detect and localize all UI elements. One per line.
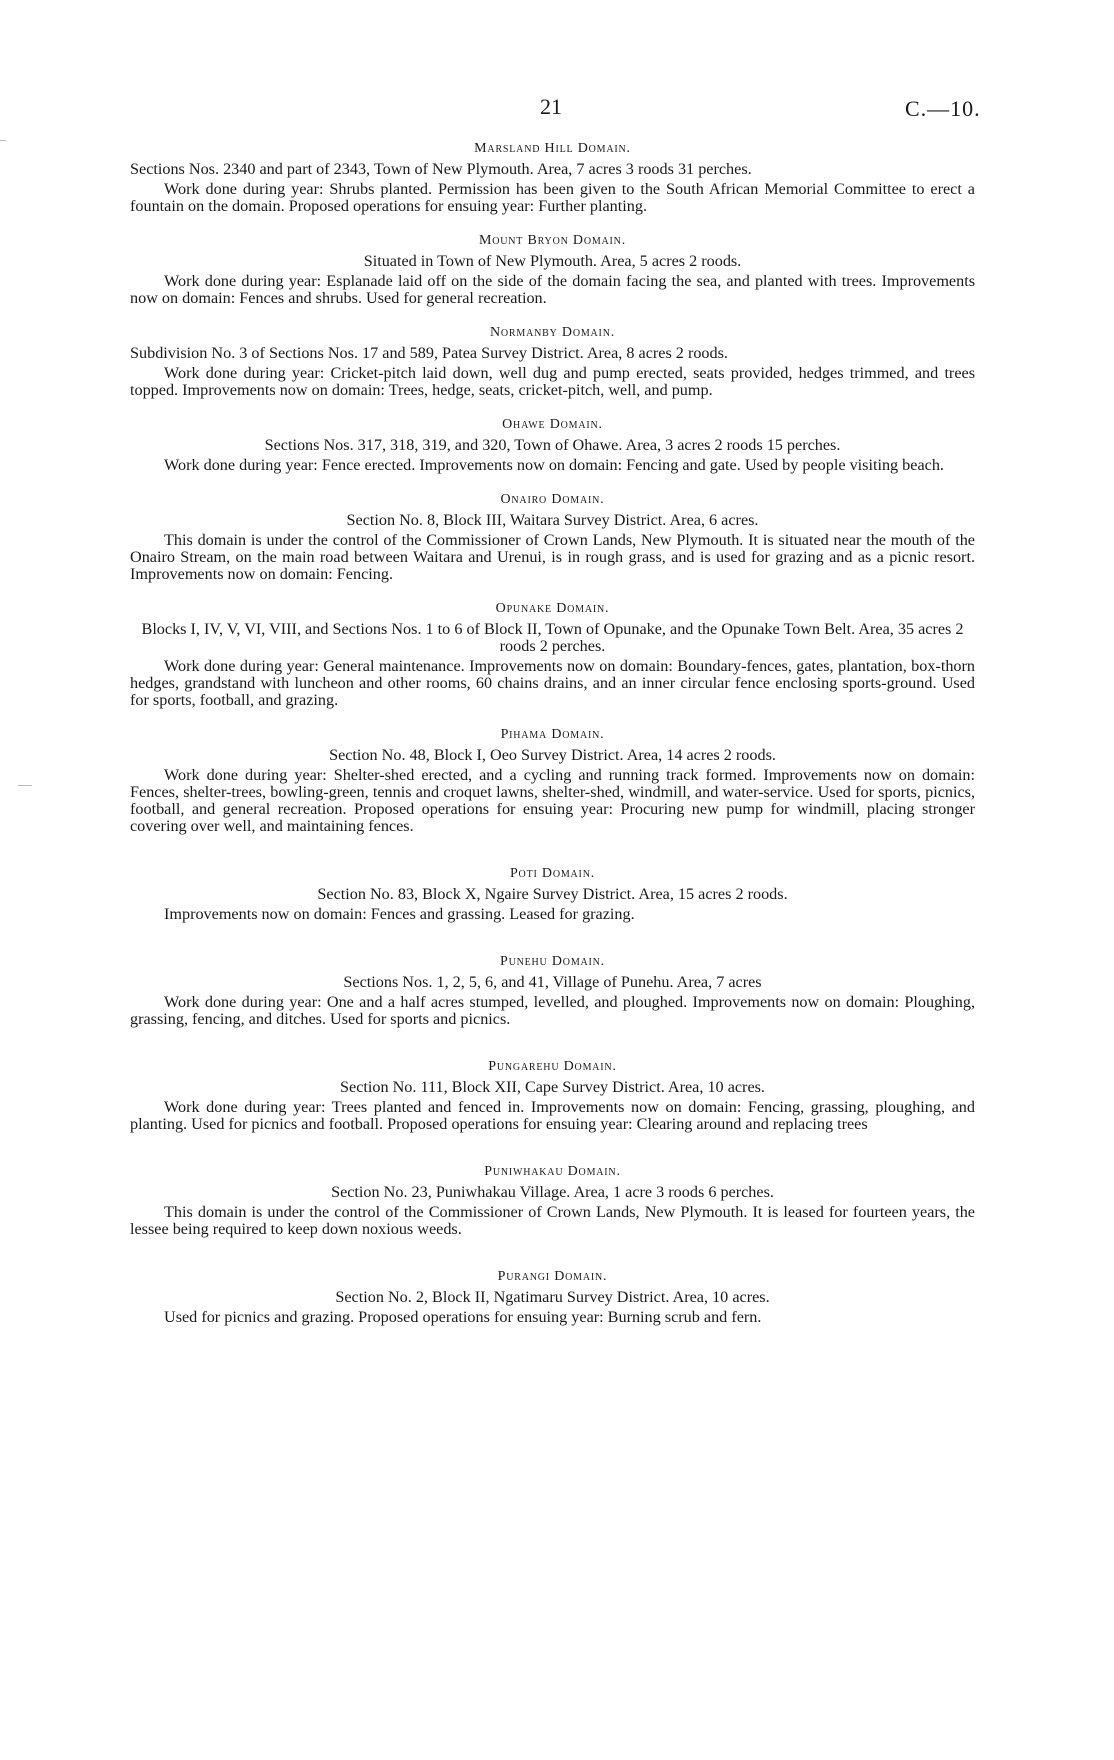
domain-description: Situated in Town of New Plymouth. Area, 5 acres 2 roods. <box>363 252 742 270</box>
domain-title: Marsland Hill Domain. <box>474 141 631 156</box>
domain-description: Subdivision No. 3 of Sections Nos. 17 and 589, Patea Survey District. Area, 8 acres 2 roods. <box>130 344 728 362</box>
page-number: 21 <box>540 94 562 119</box>
domain-body: Used for picnics and grazing. Proposed operations for ensuing year: Burning scrub and fern. <box>164 1308 762 1326</box>
domain-body: Improvements now on domain: Fences and grassing. Leased for grazing. <box>164 905 635 923</box>
domain-section <box>130 726 975 835</box>
domain-description: Sections Nos. 2340 and part of 2343, Town of New Plymouth. Area, 7 acres 3 roods 31 perches. <box>130 160 752 178</box>
domain-body: This domain is under the control of the Commissioner of Crown Lands, New Plymouth. It is leased for fourteen years, the lessee being required to keep down noxious weeds. <box>130 1203 975 1238</box>
scan-edge-mark <box>18 785 32 786</box>
domain-body: Work done during year: One and a half acres stumped, levelled, and ploughed. Improvements now on domain: Ploughing, grassing, fencing, and ditches. Used for sports and picnics. <box>130 993 975 1028</box>
domain-section <box>130 232 975 307</box>
domain-title: Puniwhakau Domain. <box>484 1164 621 1179</box>
domain-body: This domain is under the control of the Commissioner of Crown Lands, New Plymouth. It is situated near the mouth of the Onairo Stream, on the main road between Waitara and Urenui, is in rough grass, and is used for grazing and as a picnic resort. Improvements now on domain: Fencing. <box>130 531 975 583</box>
domain-section <box>130 416 975 474</box>
domain-description: Section No. 23, Puniwhakau Village. Area, 1 acre 3 roods 6 perches. <box>331 1183 774 1201</box>
domain-title: Mount Bryon Domain. <box>478 233 627 248</box>
domain-title: Poti Domain. <box>509 866 596 881</box>
domain-body: Work done during year: Fence erected. Improvements now on domain: Fencing and gate. Used by people visiting beach. <box>164 456 944 474</box>
domain-body: Work done during year: Shrubs planted. Permission has been given to the South African Memorial Committee to erect a fountain on the domain. Proposed operations for ensuing year: Further planting. <box>130 180 975 215</box>
domain-description: Section No. 48, Block I, Oeo Survey District. Area, 14 acres 2 roods. <box>329 746 776 764</box>
domain-title: Onairo Domain. <box>500 492 605 507</box>
domain-description: Section No. 111, Block XII, Cape Survey District. Area, 10 acres. <box>340 1078 765 1096</box>
domain-description: Sections Nos. 317, 318, 319, and 320, Town of Ohawe. Area, 3 acres 2 roods 15 perches. <box>264 436 841 454</box>
domain-section <box>130 865 975 923</box>
domain-title: Pungarehu Domain. <box>488 1059 617 1074</box>
domain-body: Work done during year: General maintenance. Improvements now on domain: Boundary-fences, gates, plantation, box-thorn hedges, grandstand with luncheon and other rooms, 60 chains drains, and an inner circular fence enclosing sports-ground. Used for sports, football, and grazing. <box>130 657 975 709</box>
domain-list <box>130 140 975 1343</box>
domain-body: Work done during year: Shelter-shed erected, and a cycling and running track formed. Improvements now on domain: Fences, shelter-trees, bowling-green, tennis and croquet lawns, shelter-shed, windmill, and water-service. Used for sports, picnics, football, and general recreation. Proposed operations for ensuing year: Procuring new pump for windmill, placing stronger covering over well, and maintaining fences. <box>130 766 975 835</box>
domain-section <box>130 491 975 583</box>
domain-title: Normanby Domain. <box>489 325 616 340</box>
domain-section <box>130 1268 975 1326</box>
domain-title: Punehu Domain. <box>500 954 605 969</box>
domain-title: Ohawe Domain. <box>502 417 603 432</box>
domain-section <box>130 953 975 1028</box>
domain-body: Work done during year: Esplanade laid off on the side of the domain facing the sea, and planted with trees. Improvements now on domain: Fences and shrubs. Used for general recreation. <box>130 272 975 307</box>
domain-section <box>130 1058 975 1133</box>
domain-section <box>130 1163 975 1238</box>
domain-section <box>130 324 975 399</box>
domain-description: Section No. 8, Block III, Waitara Survey District. Area, 6 acres. <box>346 511 759 529</box>
domain-description: Blocks I, IV, V, VI, VIII, and Sections Nos. 1 to 6 of Block II, Town of Opunake, and the Opunake Town Belt. Area, 35 acres 2 roods 2 perches. <box>141 620 964 655</box>
domain-description: Section No. 2, Block II, Ngatimaru Survey District. Area, 10 acres. <box>335 1288 770 1306</box>
domain-section <box>130 140 975 215</box>
domain-title: Purangi Domain. <box>497 1269 608 1284</box>
scan-edge-mark <box>0 140 6 141</box>
domain-description: Section No. 83, Block X, Ngaire Survey District. Area, 15 acres 2 roods. <box>317 885 788 903</box>
report-reference: C.—10. <box>905 96 981 121</box>
domain-section <box>130 600 975 709</box>
domain-title: Opunake Domain. <box>495 601 610 616</box>
domain-body: Work done during year: Cricket-pitch laid down, well dug and pump erected, seats provided, hedges trimmed, and trees topped. Improvements now on domain: Trees, hedge, seats, cricket-pitch, well, and pump. <box>130 364 975 399</box>
domain-body: Work done during year: Trees planted and fenced in. Improvements now on domain: Fencing, grassing, ploughing, and planting. Used for picnics and football. Proposed operations for ensuing year: Clearing around and replacing trees <box>130 1098 975 1133</box>
domain-description: Sections Nos. 1, 2, 5, 6, and 41, Village of Punehu. Area, 7 acres <box>343 973 762 991</box>
domain-title: Pihama Domain. <box>500 727 605 742</box>
